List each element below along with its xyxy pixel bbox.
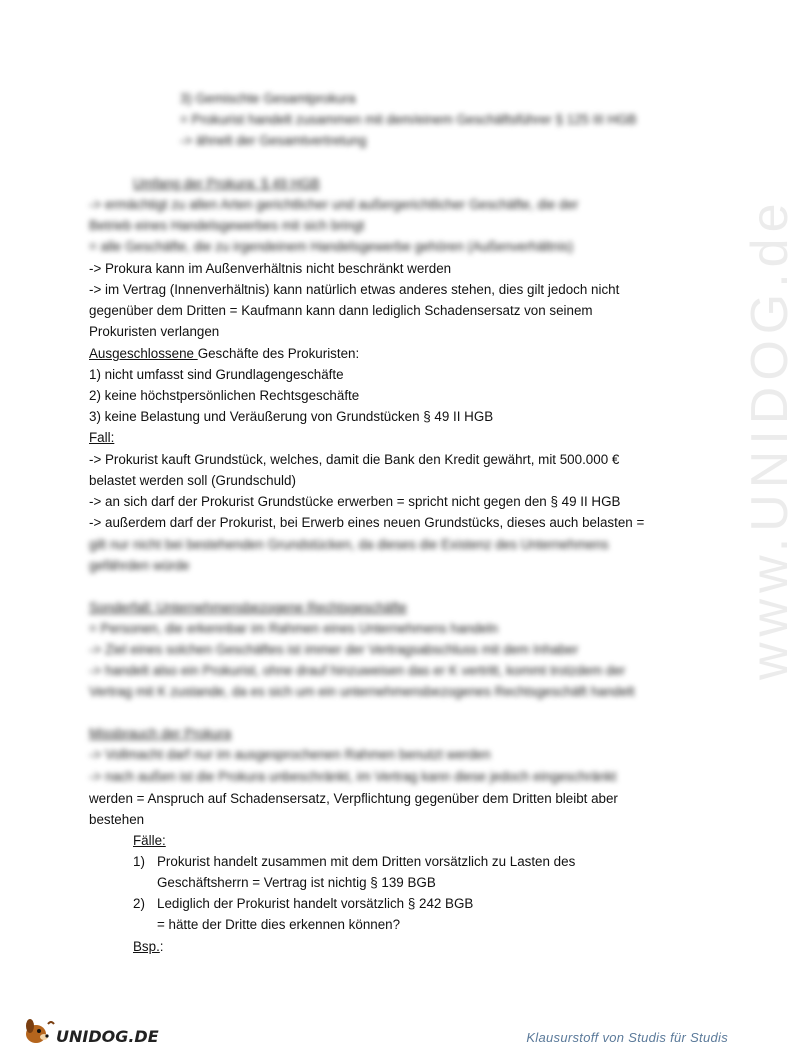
section-label: Fall:: [89, 430, 115, 445]
text-run: Geschäfte des Prokuristen:: [197, 346, 360, 361]
list-item: 2) keine höchstpersönlichen Rechtsgeschäfte: [89, 388, 360, 403]
text-line: -> Prokura kann im Außenverhältnis nicht beschränkt werden: [89, 261, 452, 276]
blurred-line: -> Vollmacht darf nur im ausgesprochenen Rahmen benutzt werden: [89, 747, 491, 762]
text-line: werden = Anspruch auf Schadensersatz, Verpflichtung gegenüber dem Dritten bleibt aber: [89, 791, 618, 806]
blurred-line: = alle Geschäfte, die zu irgendeinem Handelsgewerbe gehören (Außenverhältnis): [89, 239, 574, 254]
list-item: Lediglich der Prokurist handelt vorsätzlich § 242 BGB: [157, 896, 474, 911]
list-item: 1) nicht umfasst sind Grundlagengeschäfte: [89, 367, 344, 382]
blurred-line: 3) Gemischte Gesamtprokura: [180, 91, 356, 106]
list-number: 2): [133, 896, 145, 911]
blurred-line: -> Ziel eines solchen Geschäftes ist immer der Vertragsabschluss mit dem Inhaber: [89, 642, 579, 657]
watermark: www.UNIDOG.de: [741, 197, 799, 680]
blurred-line: = Prokurist handelt zusammen mit dem/einem Geschäftsführer § 125 III HGB: [180, 112, 637, 127]
blurred-line: Betrieb eines Handelsgewerbes mit sich bringt: [89, 218, 365, 233]
list-item-continuation: = hätte der Dritte dies erkennen können?: [157, 917, 401, 932]
logo-text: UNIDOG.DE: [56, 1027, 159, 1046]
text-line: Prokuristen verlangen: [89, 324, 220, 339]
text-line: -> Prokurist kauft Grundstück, welches, damit die Bank den Kredit gewährt, mit 500.000 €: [89, 452, 620, 467]
blurred-heading: Sonderfall: Unternehmensbezogene Rechtsgeschäfte: [89, 600, 407, 615]
text-line: -> außerdem darf der Prokurist, bei Erwerb eines neuen Grundstücks, dieses auch belasten =: [89, 515, 645, 530]
blurred-line: -> ermächtigt zu allen Arten gerichtlicher und außergerichtlicher Geschäfte, die der: [89, 197, 579, 212]
blurred-line: Vertrag mit K zustande, da es sich um ein unternehmensbezogenes Rechtsgeschäft handelt: [89, 684, 635, 699]
footer-slogan: Klausurstoff von Studis für Studis: [526, 1030, 728, 1045]
text-line: -> an sich darf der Prokurist Grundstücke erwerben = spricht nicht gegen den § 49 II HGB: [89, 494, 621, 509]
blurred-line: -> nach außen ist die Prokura unbeschränkt, im Vertrag kann diese jedoch eingeschränkt: [89, 769, 617, 784]
blurred-line: gilt nur nicht bei bestehenden Grundstücken, da dieses die Existenz des Unternehmens: [89, 537, 609, 552]
blurred-line: gefährden würde: [89, 558, 190, 573]
blurred-line: -> handelt also ein Prokurist, ohne drauf hinzuweisen das er K vertritt, kommt trotzdem der: [89, 663, 626, 678]
unidog-logo: [22, 1012, 157, 1048]
blurred-heading: Missbrauch der Prokura: [89, 726, 232, 741]
example-label: [133, 936, 164, 957]
underlined-word: Ausgeschlossene: [89, 346, 198, 361]
text-line: bestehen: [89, 812, 145, 827]
text-line: belastet werden soll (Grundschuld): [89, 473, 296, 488]
list-item: Prokurist handelt zusammen mit dem Dritten vorsätzlich zu Lasten des: [157, 854, 576, 869]
underlined-word: Bsp.: [133, 939, 160, 954]
list-number: 1): [133, 854, 145, 869]
blurred-line: = Personen, die erkennbar im Rahmen eines Unternehmens handeln: [89, 621, 499, 636]
blurred-heading: Umfang der Prokura: § 49 HGB: [133, 176, 320, 191]
blurred-line: -> ähnelt der Gesamtvertretung: [180, 133, 367, 148]
dog-icon: [22, 1012, 157, 1048]
text-line: -> im Vertrag (Innenverhältnis) kann natürlich etwas anderes stehen, dies gilt jedoch nicht: [89, 282, 620, 297]
text-line: [89, 343, 359, 364]
list-item: 3) keine Belastung und Veräußerung von Grundstücken § 49 II HGB: [89, 409, 494, 424]
text-run: :: [159, 939, 164, 954]
section-label: Fälle:: [133, 833, 166, 848]
text-line: gegenüber dem Dritten = Kaufmann kann dann lediglich Schadensersatz von seinem: [89, 303, 593, 318]
list-item-continuation: Geschäftsherrn = Vertrag ist nichtig § 139 BGB: [157, 875, 436, 890]
